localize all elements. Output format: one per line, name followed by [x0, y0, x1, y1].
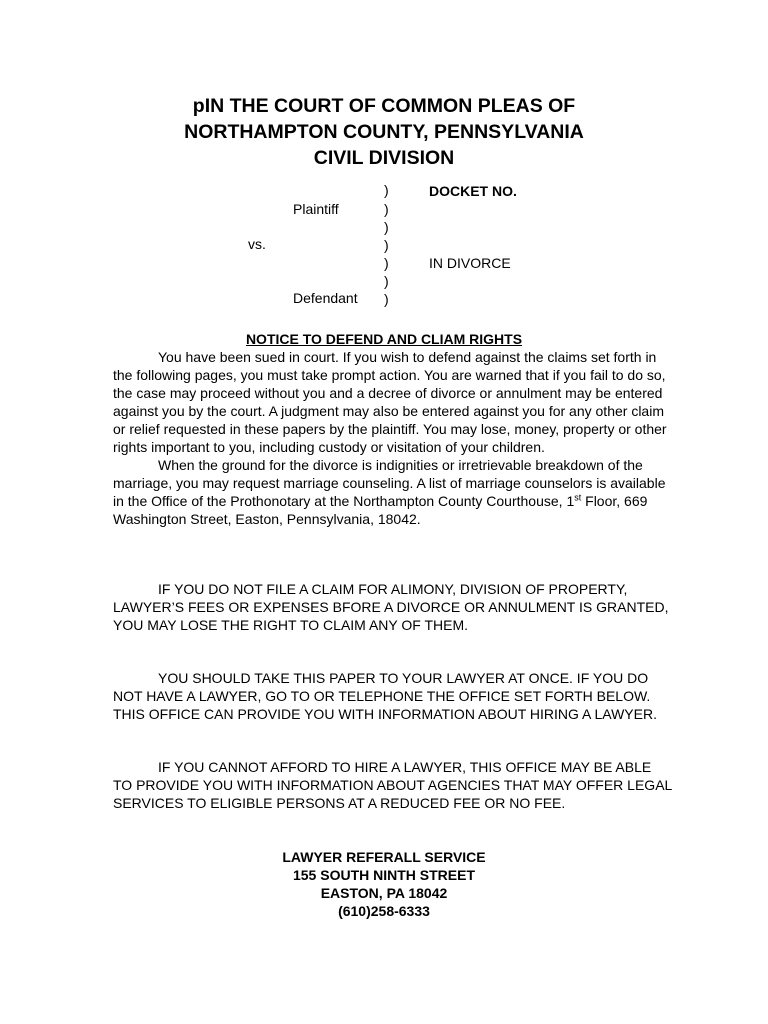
counseling-text-end: Floor, 669 Washington Street, Easton, Pennsylvania, 18042.: [113, 493, 648, 527]
lawyer-advice: [113, 669, 673, 723]
caption-paren: ): [384, 201, 389, 217]
referral-service-block: [0, 848, 768, 920]
court-title-line-3: CIVIL DIVISION: [313, 147, 455, 169]
caption-paren: ): [384, 219, 389, 235]
case-caption: [0, 181, 768, 311]
in-divorce-label: IN DIVORCE: [429, 255, 511, 271]
referral-service-name: LAWYER REFERALL SERVICE: [282, 849, 486, 865]
referral-phone: (610)258-6333: [338, 903, 430, 919]
paragraph-counseling: [113, 456, 673, 528]
caption-paren: ): [384, 237, 389, 253]
ordinal-suffix: st: [574, 492, 582, 503]
referral-city: EASTON, PA 18042: [320, 885, 448, 901]
reduced-fee-notice: [113, 758, 673, 812]
court-title-line-1: pIN THE COURT OF COMMON PLEAS OF: [192, 95, 576, 117]
caption-paren: ): [384, 291, 389, 307]
versus-label: vs.: [248, 236, 266, 252]
defendant-label: Defendant: [293, 290, 358, 306]
paragraph-reduced-fee: IF YOU CANNOT AFFORD TO HIRE A LAWYER, THIS OFFICE MAY BE ABLE TO PROVIDE YOU WITH INFORMATION ABOUT AGENCIES THAT MAY OFFER LEGAL SERVICES TO ELIGIBLE PERSONS AT A REDUCED FEE OR NO FEE.: [113, 759, 672, 811]
notice-body: [113, 348, 673, 528]
caption-paren: ): [384, 255, 389, 271]
caption-paren: ): [384, 182, 389, 198]
referral-street: 155 SOUTH NINTH STREET: [292, 867, 476, 883]
docket-number-label: DOCKET NO.: [429, 183, 517, 199]
alimony-warning: [113, 580, 673, 634]
paragraph-alimony: IF YOU DO NOT FILE A CLAIM FOR ALIMONY, DIVISION OF PROPERTY, LAWYER’S FEES OR EXPENSES BFORE A DIVORCE OR ANNULMENT IS GRANTED, YOU MAY LOSE THE RIGHT TO CLAIM ANY OF THEM.: [113, 581, 669, 633]
paragraph-sued: You have been sued in court. If you wish to defend against the claims set forth in the following pages, you must take prompt action. You are warned that if you fail to do so, the case may proceed without you and a decree of divorce or annulment may be entered against you by the court. A judgment may also be entered against you for any other claim or relief requested in these papers by the plaintiff. You may lose, money, property or other rights important to you, including custody or visitation of your children.: [113, 349, 667, 455]
notice-heading: NOTICE TO DEFEND AND CLIAM RIGHTS: [245, 331, 523, 347]
plaintiff-label: Plaintiff: [293, 201, 339, 217]
paragraph-lawyer: YOU SHOULD TAKE THIS PAPER TO YOUR LAWYER AT ONCE. IF YOU DO NOT HAVE A LAWYER, GO TO OR TELEPHONE THE OFFICE SET FORTH BELOW. THIS OFFICE CAN PROVIDE YOU WITH INFORMATION ABOUT HIRING A LAWYER.: [113, 670, 657, 722]
caption-paren: ): [384, 273, 389, 289]
counseling-text-start: When the ground for the divorce is indignities or irretrievable breakdown of the marriage, you may request marriage counseling. A list of marriage counselors is available in the Office of the Prothonotary at the Northampton County Courthouse, 1: [113, 457, 666, 509]
court-title: [0, 93, 768, 171]
court-title-line-2: NORTHAMPTON COUNTY, PENNSYLVANIA: [184, 121, 584, 143]
